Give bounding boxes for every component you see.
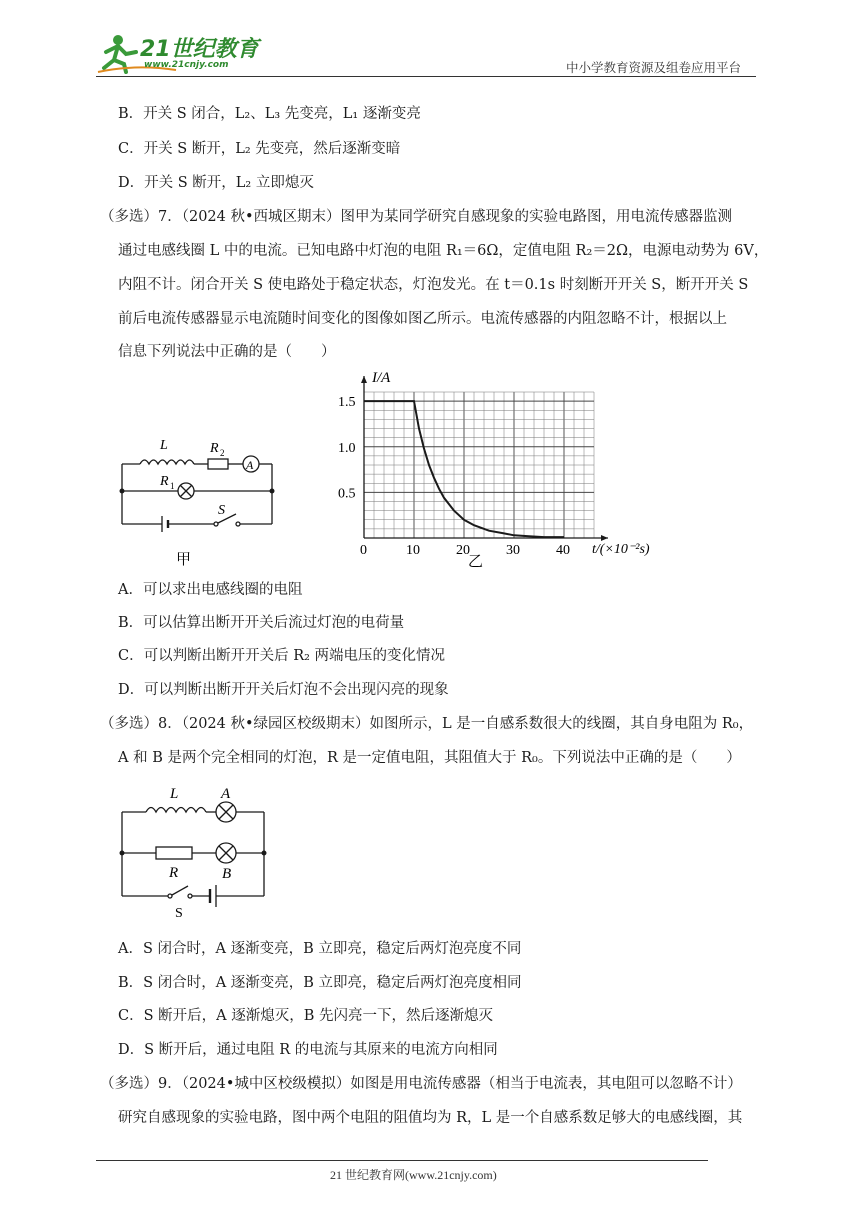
q8-option-d: D．S 断开后，通过电阻 R 的电流与其原来的电流方向相同 bbox=[118, 1042, 498, 1058]
q7-stem-line-1: （多选）7．（2024 秋•西城区期末）图甲为某同学研究自感现象的实验电路图，用电流传感器监测 bbox=[100, 209, 733, 225]
x-tick-label: 10 bbox=[406, 543, 420, 558]
q8-circuit-diagram bbox=[112, 778, 277, 923]
q8-label-r: R bbox=[169, 865, 179, 881]
y-tick-label: 1.0 bbox=[338, 440, 356, 456]
q7-stem-line-2: 通过电感线圈 L 中的电流。已知电路中灯泡的电阻 R₁＝6Ω，定值电阻 R₂＝2Ω，电源电动势为 6V， bbox=[118, 243, 769, 259]
x-axis-arrow-icon bbox=[601, 535, 608, 541]
x-tick-label: 40 bbox=[556, 543, 570, 558]
logo bbox=[96, 30, 266, 76]
footer-rule bbox=[96, 1160, 708, 1161]
q7-caption-jia: 甲 bbox=[176, 552, 192, 568]
y-tick-label: 1.5 bbox=[338, 395, 356, 411]
q7-current-time-chart bbox=[330, 360, 690, 570]
q7-option-b: B．可以估算出断开开关后流过灯泡的电荷量 bbox=[118, 615, 405, 631]
q7-stem-line-3: 内阻不计。闭合开关 S 使电路处于稳定状态，灯泡发光。在 t＝0.1s 时刻断开开关 S，断开开关 S bbox=[118, 277, 749, 293]
q7-label-r1: R bbox=[160, 474, 169, 489]
q7-label-ammeter: A bbox=[246, 458, 254, 472]
q9-stem-line-1: （多选）9．（2024•城中区校级模拟）如图是用电流传感器（相当于电流表，其电阻可以忽略不计） bbox=[100, 1076, 742, 1092]
footer-text: 21 世纪教育网(www.21cnjy.com) bbox=[330, 1168, 497, 1182]
inductor-coil-icon bbox=[140, 460, 194, 464]
chart-grid bbox=[364, 392, 594, 538]
q7-label-r2: R bbox=[210, 441, 219, 456]
resistor-r-icon bbox=[156, 847, 192, 859]
x-tick-label: 20 bbox=[456, 543, 470, 558]
inductor-coil-icon bbox=[146, 808, 206, 813]
q8-label-l: L bbox=[170, 786, 179, 802]
chart-y-axis-label: I/A bbox=[372, 370, 391, 386]
q8-label-b: B bbox=[222, 866, 232, 882]
q6-option-d: D．开关 S 断开，L₂ 立即熄灭 bbox=[118, 175, 314, 191]
q7-label-r2-sub: 2 bbox=[220, 448, 225, 458]
platform-title: 中小学教育资源及组卷应用平台 bbox=[566, 60, 742, 75]
q8-stem-line-2: A 和 B 是两个完全相同的灯泡，R 是一定值电阻，其阻值大于 R₀。下列说法中正确的是（ ） bbox=[118, 750, 741, 766]
q8-stem-line-1: （多选）8．（2024 秋•绿园区校级期末）如图所示，L 是一自感系数很大的线圈，其自身电阻为 R₀， bbox=[100, 716, 754, 732]
q7-label-s: S bbox=[218, 503, 225, 518]
switch-s-icon bbox=[172, 886, 188, 895]
q9-stem-line-2: 研究自感现象的实验电路，图中两个电阻的阻值均为 R，L 是一个自感系数足够大的电感线圈，其 bbox=[118, 1110, 743, 1126]
resistor-r2-icon bbox=[208, 459, 228, 469]
chart-x-axis-label: t/(×10⁻²s) bbox=[592, 542, 650, 557]
q8-label-s: S bbox=[175, 906, 183, 921]
chart-caption-yi: 乙 bbox=[468, 554, 484, 570]
q7-option-c: C．可以判断出断开开关后 R₂ 两端电压的变化情况 bbox=[118, 648, 446, 664]
q7-option-a: A．可以求出电感线圈的电阻 bbox=[118, 582, 303, 598]
q8-option-a: A．S 闭合时，A 逐渐变亮，B 立即亮，稳定后两灯泡亮度不同 bbox=[118, 941, 522, 957]
q7-circuit-diagram bbox=[110, 428, 285, 578]
q8-option-c: C．S 断开后，A 逐渐熄灭，B 先闪亮一下，然后逐渐熄灭 bbox=[118, 1008, 493, 1024]
q7-stem-line-4: 前后电流传感器显示电流随时间变化的图像如图乙所示。电流传感器的内阻忽略不计，根据以上 bbox=[118, 311, 727, 327]
q7-label-r1-sub: 1 bbox=[170, 481, 175, 491]
x-tick-label: 0 bbox=[360, 543, 367, 558]
q7-label-l: L bbox=[160, 438, 168, 453]
x-tick-label: 30 bbox=[506, 543, 520, 558]
q8-option-b: B．S 闭合时，A 逐渐变亮，B 立即亮，稳定后两灯泡亮度相同 bbox=[118, 975, 522, 991]
q7-option-d: D．可以判断出断开开关后灯泡不会出现闪亮的现象 bbox=[118, 682, 449, 698]
logo-main-text: 21世纪教育 bbox=[140, 37, 259, 62]
header-rule bbox=[96, 76, 756, 77]
q6-option-c: C．开关 S 断开，L₂ 先变亮，然后逐渐变暗 bbox=[118, 141, 401, 157]
q8-label-a: A bbox=[221, 786, 231, 802]
y-axis-arrow-icon bbox=[361, 376, 367, 383]
q7-stem-line-5: 信息下列说法中正确的是（ ） bbox=[118, 344, 336, 360]
q6-option-b: B．开关 S 闭合，L₂、L₃ 先变亮，L₁ 逐渐变亮 bbox=[118, 106, 421, 122]
logo-sub-text: www.21cnjy.com bbox=[144, 60, 229, 70]
y-tick-label: 0.5 bbox=[338, 486, 356, 502]
